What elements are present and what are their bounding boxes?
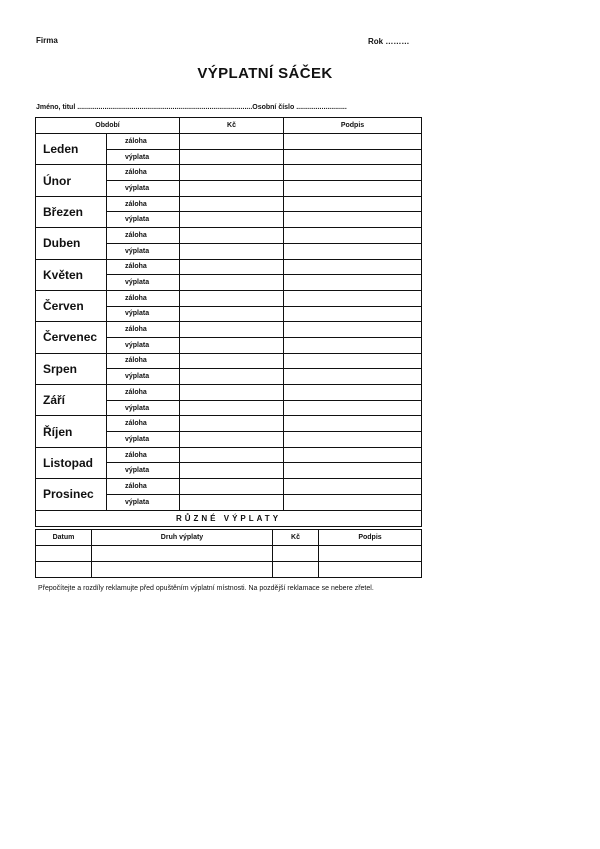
- podpis-cell[interactable]: [284, 212, 422, 228]
- podpis-cell[interactable]: [284, 385, 422, 401]
- month-row-zaloha: [36, 447, 422, 463]
- month-label: Březen: [36, 196, 107, 227]
- kc-cell[interactable]: [180, 432, 284, 448]
- zaloha-label: záloha: [107, 353, 180, 369]
- zaloha-label: záloha: [107, 416, 180, 432]
- kc-cell[interactable]: [180, 196, 284, 212]
- rok-label: Rok ………: [368, 37, 410, 46]
- datum-cell[interactable]: [36, 562, 92, 578]
- podpis-cell[interactable]: [284, 290, 422, 306]
- misc-podpis-cell[interactable]: [319, 562, 422, 578]
- zaloha-label: záloha: [107, 228, 180, 244]
- podpis-cell[interactable]: [284, 181, 422, 197]
- misc-podpis-cell[interactable]: [319, 546, 422, 562]
- vyplata-label: výplata: [107, 432, 180, 448]
- month-label: Červenec: [36, 322, 107, 353]
- firma-label: Firma: [36, 36, 58, 45]
- header-datum: Datum: [36, 530, 92, 546]
- header-druh-vyplaty: Druh výplaty: [92, 530, 273, 546]
- month-label: Prosinec: [36, 479, 107, 510]
- podpis-cell[interactable]: [284, 228, 422, 244]
- jmeno-osobni-cislo-line: Jméno, titul ..........................................................................................Osobní číslo ..........................: [36, 104, 347, 111]
- kc-cell[interactable]: [180, 290, 284, 306]
- zaloha-label: záloha: [107, 385, 180, 401]
- month-row-zaloha: [36, 385, 422, 401]
- kc-cell[interactable]: [180, 306, 284, 322]
- header-misc-kc: Kč: [273, 530, 319, 546]
- month-row-zaloha: [36, 259, 422, 275]
- month-row-zaloha: [36, 416, 422, 432]
- misc-kc-cell[interactable]: [273, 562, 319, 578]
- podpis-cell[interactable]: [284, 447, 422, 463]
- zaloha-label: záloha: [107, 322, 180, 338]
- month-row-zaloha: [36, 353, 422, 369]
- month-row-zaloha: [36, 290, 422, 306]
- kc-cell[interactable]: [180, 212, 284, 228]
- kc-cell[interactable]: [180, 337, 284, 353]
- vyplata-label: výplata: [107, 337, 180, 353]
- kc-cell[interactable]: [180, 494, 284, 510]
- month-label: Srpen: [36, 353, 107, 384]
- kc-cell[interactable]: [180, 447, 284, 463]
- kc-cell[interactable]: [180, 479, 284, 495]
- vyplata-label: výplata: [107, 212, 180, 228]
- kc-cell[interactable]: [180, 243, 284, 259]
- kc-cell[interactable]: [180, 275, 284, 291]
- kc-cell[interactable]: [180, 416, 284, 432]
- kc-cell[interactable]: [180, 259, 284, 275]
- vyplata-label: výplata: [107, 149, 180, 165]
- kc-cell[interactable]: [180, 400, 284, 416]
- kc-cell[interactable]: [180, 181, 284, 197]
- month-row-zaloha: [36, 134, 422, 150]
- month-row-zaloha: [36, 322, 422, 338]
- zaloha-label: záloha: [107, 290, 180, 306]
- podpis-cell[interactable]: [284, 479, 422, 495]
- month-label: Květen: [36, 259, 107, 290]
- kc-cell[interactable]: [180, 149, 284, 165]
- kc-cell[interactable]: [180, 353, 284, 369]
- vyplata-label: výplata: [107, 243, 180, 259]
- month-label: Červen: [36, 290, 107, 321]
- podpis-cell[interactable]: [284, 369, 422, 385]
- kc-cell[interactable]: [180, 228, 284, 244]
- month-row-zaloha: [36, 479, 422, 495]
- pay-table-header: [36, 118, 422, 134]
- month-label: Leden: [36, 134, 107, 165]
- kc-cell[interactable]: [180, 165, 284, 181]
- header-obdobi: Období: [36, 118, 180, 134]
- podpis-cell[interactable]: [284, 416, 422, 432]
- month-row-zaloha: [36, 196, 422, 212]
- kc-cell[interactable]: [180, 463, 284, 479]
- misc-kc-cell[interactable]: [273, 546, 319, 562]
- zaloha-label: záloha: [107, 134, 180, 150]
- kc-cell[interactable]: [180, 385, 284, 401]
- pay-table: [35, 117, 422, 527]
- podpis-cell[interactable]: [284, 149, 422, 165]
- podpis-cell[interactable]: [284, 165, 422, 181]
- vyplata-label: výplata: [107, 400, 180, 416]
- podpis-cell[interactable]: [284, 432, 422, 448]
- misc-row: [36, 562, 422, 578]
- zaloha-label: záloha: [107, 447, 180, 463]
- misc-payments-table: [35, 529, 422, 578]
- podpis-cell[interactable]: [284, 353, 422, 369]
- vyplata-label: výplata: [107, 369, 180, 385]
- podpis-cell[interactable]: [284, 463, 422, 479]
- kc-cell[interactable]: [180, 369, 284, 385]
- month-label: Září: [36, 385, 107, 416]
- kc-cell[interactable]: [180, 134, 284, 150]
- header-kc: Kč: [180, 118, 284, 134]
- zaloha-label: záloha: [107, 196, 180, 212]
- podpis-cell[interactable]: [284, 337, 422, 353]
- vyplata-label: výplata: [107, 181, 180, 197]
- header-podpis: Podpis: [284, 118, 422, 134]
- podpis-cell[interactable]: [284, 306, 422, 322]
- ruzne-vyplaty-heading: RŮZNÉ VÝPLATY: [36, 510, 422, 526]
- month-row-zaloha: [36, 165, 422, 181]
- month-row-zaloha: [36, 228, 422, 244]
- zaloha-label: záloha: [107, 165, 180, 181]
- page-title: VÝPLATNÍ SÁČEK: [197, 65, 333, 82]
- podpis-cell[interactable]: [284, 275, 422, 291]
- month-label: Duben: [36, 228, 107, 259]
- misc-table-header: [36, 530, 422, 546]
- zaloha-label: záloha: [107, 479, 180, 495]
- druh-vyplaty-cell[interactable]: [92, 562, 273, 578]
- podpis-cell[interactable]: [284, 243, 422, 259]
- kc-cell[interactable]: [180, 322, 284, 338]
- druh-vyplaty-cell[interactable]: [92, 546, 273, 562]
- footer-note: Přepočítejte a rozdíly reklamujte před opuštěním výplatní místnosti. Na pozdější reklamace se nebere zřetel.: [38, 585, 374, 592]
- podpis-cell[interactable]: [284, 196, 422, 212]
- datum-cell[interactable]: [36, 546, 92, 562]
- month-label: Únor: [36, 165, 107, 196]
- vyplata-label: výplata: [107, 275, 180, 291]
- vyplata-label: výplata: [107, 463, 180, 479]
- podpis-cell[interactable]: [284, 134, 422, 150]
- podpis-cell[interactable]: [284, 322, 422, 338]
- ruzne-vyplaty-row: [36, 510, 422, 526]
- zaloha-label: záloha: [107, 259, 180, 275]
- podpis-cell[interactable]: [284, 494, 422, 510]
- header-misc-podpis: Podpis: [319, 530, 422, 546]
- podpis-cell[interactable]: [284, 259, 422, 275]
- vyplata-label: výplata: [107, 494, 180, 510]
- podpis-cell[interactable]: [284, 400, 422, 416]
- month-label: Listopad: [36, 447, 107, 478]
- month-label: Říjen: [36, 416, 107, 447]
- misc-row: [36, 546, 422, 562]
- vyplata-label: výplata: [107, 306, 180, 322]
